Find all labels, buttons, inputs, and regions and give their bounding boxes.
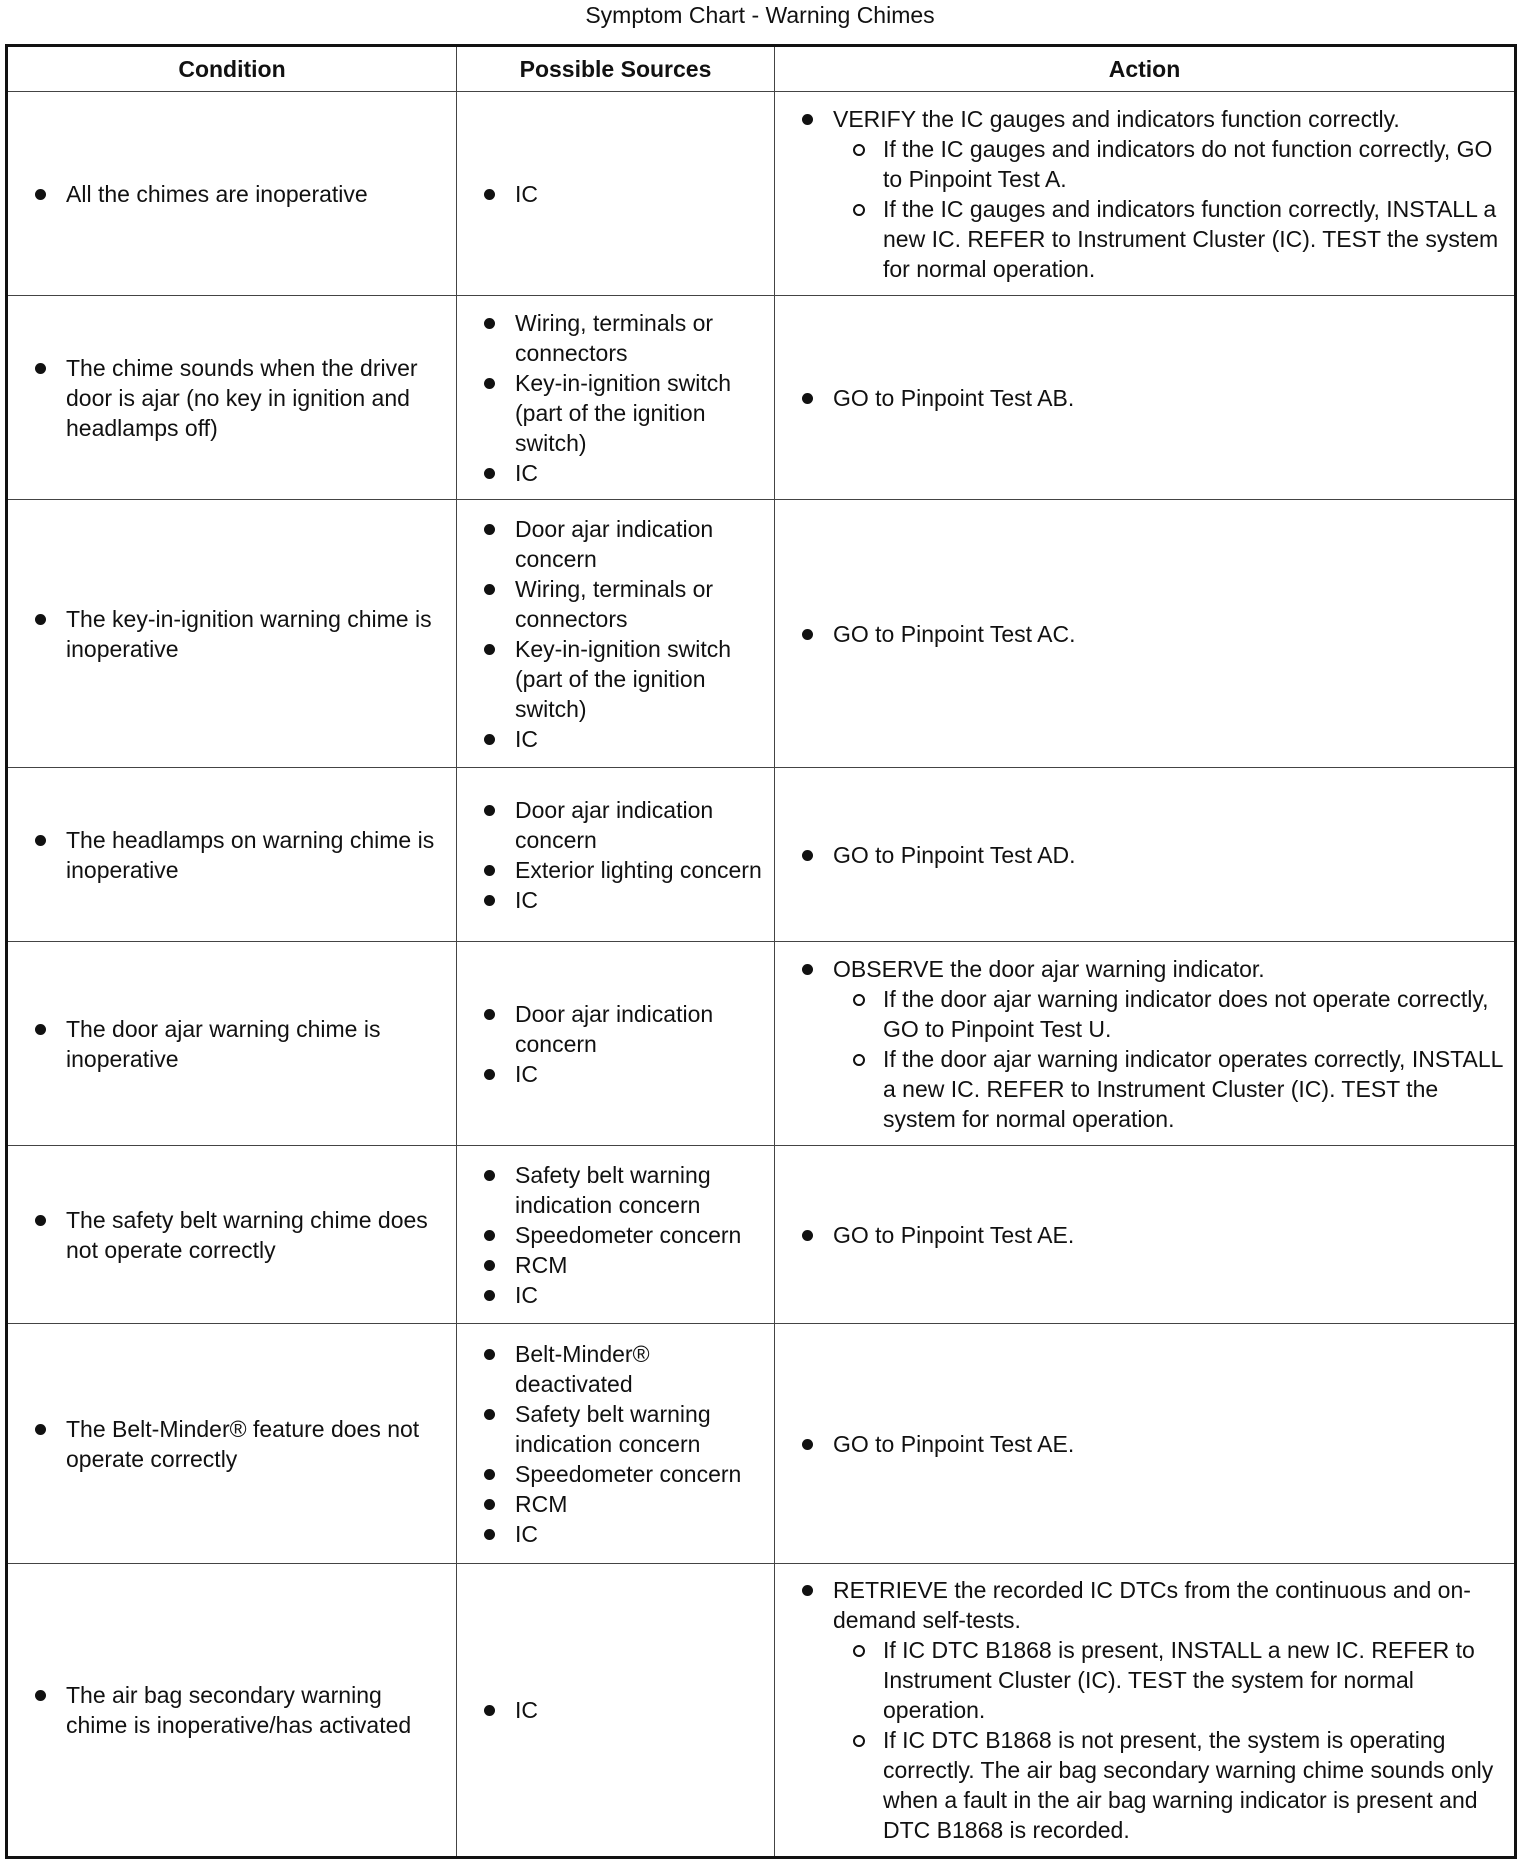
source-item: IC [457, 885, 766, 915]
condition-text: The door ajar warning chime is inoperative [8, 1014, 448, 1074]
source-item: Exterior lighting concern [457, 855, 766, 885]
action-header: Action [775, 46, 1516, 92]
action-item [775, 104, 1506, 284]
action-cell [775, 296, 1516, 500]
source-item: IC [457, 1280, 766, 1310]
condition-text: The safety belt warning chime does not operate correctly [8, 1205, 448, 1265]
sources-cell [457, 942, 775, 1146]
action-sub-item: If the IC gauges and indicators function correctly, INSTALL a new IC. REFER to Instrument Cluster (IC). TEST the system for normal operation. [833, 194, 1506, 284]
table-row [7, 942, 1516, 1146]
source-item: Speedometer concern [457, 1220, 766, 1250]
source-item: Wiring, terminals or connectors [457, 308, 766, 368]
sources-cell [457, 768, 775, 942]
action-cell [775, 942, 1516, 1146]
condition-cell [7, 1146, 457, 1324]
source-item: Key-in-ignition switch (part of the ignition switch) [457, 634, 766, 724]
sources-cell [457, 296, 775, 500]
table-row [7, 1146, 1516, 1324]
action-item: GO to Pinpoint Test AC. [775, 619, 1506, 649]
source-item: Speedometer concern [457, 1459, 766, 1489]
action-sub-item: If the door ajar warning indicator does not operate correctly, GO to Pinpoint Test U. [833, 984, 1506, 1044]
source-item: RCM [457, 1250, 766, 1280]
table-row [7, 296, 1516, 500]
action-main-text: VERIFY the IC gauges and indicators function correctly. [833, 105, 1400, 132]
condition-cell [7, 296, 457, 500]
sources-cell [457, 1564, 775, 1858]
action-cell [775, 500, 1516, 768]
action-sub-item: If IC DTC B1868 is present, INSTALL a new IC. REFER to Instrument Cluster (IC). TEST the system for normal operation. [833, 1635, 1506, 1725]
action-item [775, 954, 1506, 1134]
condition-cell [7, 1324, 457, 1564]
source-item: IC [457, 1059, 766, 1089]
action-main-text: OBSERVE the door ajar warning indicator. [833, 955, 1265, 982]
action-main-text: RETRIEVE the recorded IC DTCs from the continuous and on-demand self-tests. [833, 1577, 1471, 1633]
sources-cell [457, 1324, 775, 1564]
action-cell [775, 1564, 1516, 1858]
action-sub-item: If the IC gauges and indicators do not function correctly, GO to Pinpoint Test A. [833, 134, 1506, 194]
action-cell [775, 1146, 1516, 1324]
condition-text: The headlamps on warning chime is inoperative [8, 825, 448, 885]
source-item: Safety belt warning indication concern [457, 1160, 766, 1220]
symptom-chart-table [5, 44, 1517, 1859]
condition-cell [7, 1564, 457, 1858]
source-item: IC [457, 1695, 766, 1725]
source-item: IC [457, 458, 766, 488]
action-cell [775, 92, 1516, 296]
source-item: Wiring, terminals or connectors [457, 574, 766, 634]
table-row [7, 1324, 1516, 1564]
source-item: IC [457, 1519, 766, 1549]
page-title: Symptom Chart - Warning Chimes [585, 2, 935, 28]
source-item: RCM [457, 1489, 766, 1519]
source-item: Door ajar indication concern [457, 795, 766, 855]
source-item: Belt-Minder® deactivated [457, 1339, 766, 1399]
action-sub-item: If IC DTC B1868 is not present, the system is operating correctly. The air bag secondary warning chime sounds only when a fault in the air bag warning indicator is present and DTC B1868 is recorded. [833, 1725, 1506, 1845]
condition-cell [7, 500, 457, 768]
table-row [7, 500, 1516, 768]
source-item: Key-in-ignition switch (part of the ignition switch) [457, 368, 766, 458]
condition-cell [7, 942, 457, 1146]
possible-sources-header: Possible Sources [457, 46, 775, 92]
condition-cell [7, 92, 457, 296]
condition-cell [7, 768, 457, 942]
condition-header: Condition [7, 46, 457, 92]
condition-text: The chime sounds when the driver door is ajar (no key in ignition and headlamps off) [8, 353, 448, 443]
action-cell [775, 768, 1516, 942]
action-item: GO to Pinpoint Test AE. [775, 1220, 1506, 1250]
source-item: Door ajar indication concern [457, 514, 766, 574]
source-item: Safety belt warning indication concern [457, 1399, 766, 1459]
action-sub-item: If the door ajar warning indicator operates correctly, INSTALL a new IC. REFER to Instrument Cluster (IC). TEST the system for normal operation. [833, 1044, 1506, 1134]
action-item: GO to Pinpoint Test AE. [775, 1429, 1506, 1459]
action-item [775, 1575, 1506, 1845]
condition-text: The key-in-ignition warning chime is inoperative [8, 604, 448, 664]
source-item: Door ajar indication concern [457, 999, 766, 1059]
table-header-row [7, 46, 1516, 92]
condition-text: The air bag secondary warning chime is inoperative/has activated [8, 1680, 448, 1740]
action-item: GO to Pinpoint Test AB. [775, 383, 1506, 413]
table-row [7, 768, 1516, 942]
condition-text: All the chimes are inoperative [8, 179, 448, 209]
source-item: IC [457, 724, 766, 754]
action-item: GO to Pinpoint Test AD. [775, 840, 1506, 870]
sources-cell [457, 1146, 775, 1324]
sources-cell [457, 500, 775, 768]
table-row [7, 92, 1516, 296]
table-row [7, 1564, 1516, 1858]
action-cell [775, 1324, 1516, 1564]
sources-cell [457, 92, 775, 296]
condition-text: The Belt-Minder® feature does not operate correctly [8, 1414, 448, 1474]
source-item: IC [457, 179, 766, 209]
